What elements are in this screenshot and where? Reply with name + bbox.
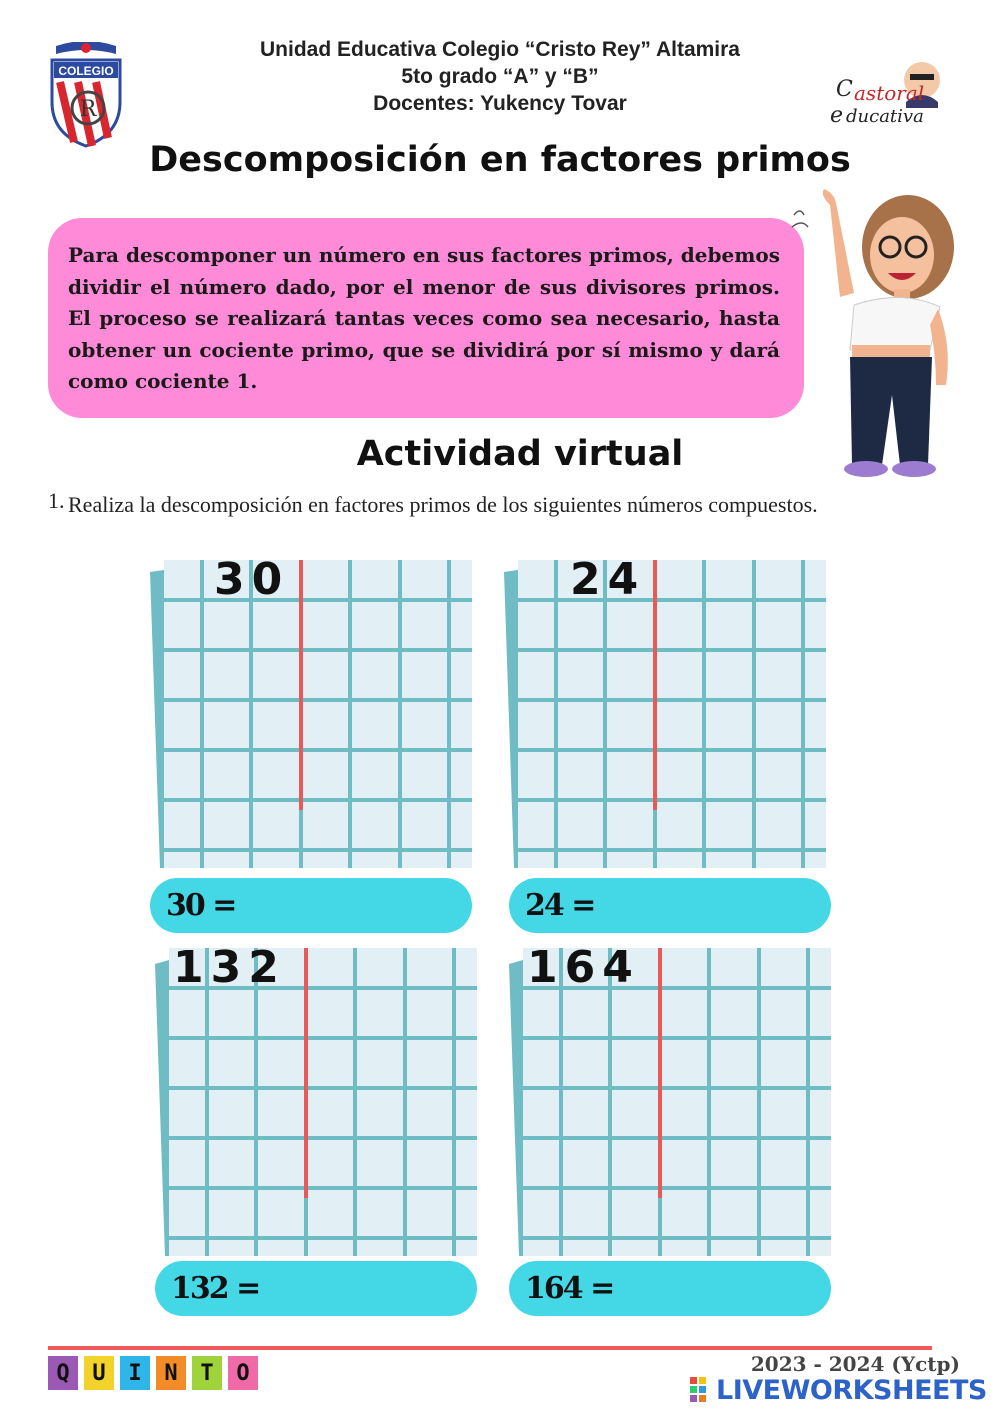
- svg-text:ducativa: ducativa: [846, 106, 924, 127]
- division-grid-24[interactable]: [504, 556, 824, 866]
- answer-box-164: [509, 1261, 831, 1316]
- school-crest-logo: [48, 42, 124, 148]
- answer-label: 164 =: [525, 1271, 614, 1306]
- quinto-banner: [48, 1356, 258, 1392]
- answer-box-24: [509, 878, 831, 933]
- school-name: Unidad Educativa Colegio “Cristo Rey” Altamira: [260, 38, 740, 61]
- grid-paper: [150, 556, 472, 868]
- liveworksheets-brand[interactable]: [690, 1374, 990, 1406]
- dividend-number: 132: [173, 942, 286, 993]
- answer-box-30: [150, 878, 472, 933]
- school-header: [180, 36, 820, 117]
- answer-label: 30 =: [166, 888, 236, 923]
- school-year: 2023 - 2024 (Yctp): [750, 1352, 960, 1376]
- liveworksheets-icon: [690, 1377, 716, 1403]
- dividend-number: 164: [527, 942, 640, 993]
- answer-label: 132 =: [171, 1271, 260, 1306]
- quinto-letter: I: [120, 1356, 150, 1390]
- svg-text:R: R: [79, 97, 97, 122]
- answer-box-132: [155, 1261, 477, 1316]
- dividend-number: 24: [570, 554, 646, 605]
- teacher-line: Docentes: Yukency Tovar: [373, 92, 627, 115]
- grid-paper: [504, 556, 826, 868]
- activity-subtitle: Actividad virtual: [356, 434, 684, 474]
- quinto-letter: U: [84, 1356, 114, 1390]
- pastoral-educativa-logo: [826, 52, 956, 132]
- division-grid-164[interactable]: [509, 944, 829, 1254]
- teacher-avatar-illustration: [790, 185, 965, 480]
- answer-input-164[interactable]: [625, 1269, 811, 1309]
- answer-label: 24 =: [525, 888, 595, 923]
- answer-input-30[interactable]: [250, 886, 452, 926]
- instruction-text: Realiza la descomposición en factores primos de los siguientes números compuestos.: [68, 492, 818, 517]
- dividend-number: 30: [214, 554, 290, 605]
- page-title: Descomposición en factores primos: [149, 140, 851, 180]
- svg-text:astoral: astoral: [854, 81, 925, 105]
- division-grid-30[interactable]: [150, 556, 470, 866]
- quinto-letter: T: [192, 1356, 222, 1390]
- liveworksheets-label: LIVEWORKSHEETS: [716, 1374, 987, 1406]
- logo-left-text: COLEGIO: [58, 64, 114, 78]
- svg-text:C: C: [836, 77, 853, 102]
- instruction-number: 1.: [48, 488, 65, 513]
- grade-line: 5to grado “A” y “B”: [401, 65, 599, 88]
- answer-input-132[interactable]: [271, 1269, 457, 1309]
- quinto-letter: Q: [48, 1356, 78, 1390]
- division-grid-132[interactable]: [155, 944, 475, 1254]
- footer-divider: [48, 1346, 932, 1350]
- quinto-letter: O: [228, 1356, 258, 1390]
- answer-input-24[interactable]: [609, 886, 811, 926]
- svg-text:e: e: [830, 103, 844, 128]
- quinto-letter: N: [156, 1356, 186, 1390]
- info-text: Para descomponer un número en sus factores primos, debemos dividir el número dado, por el menor de sus divisores primos. El proceso se realizará tantas veces como sea necesario, hasta obtener un cociente primo, que se dividirá por sí mismo y dará como cociente 1.: [68, 243, 780, 393]
